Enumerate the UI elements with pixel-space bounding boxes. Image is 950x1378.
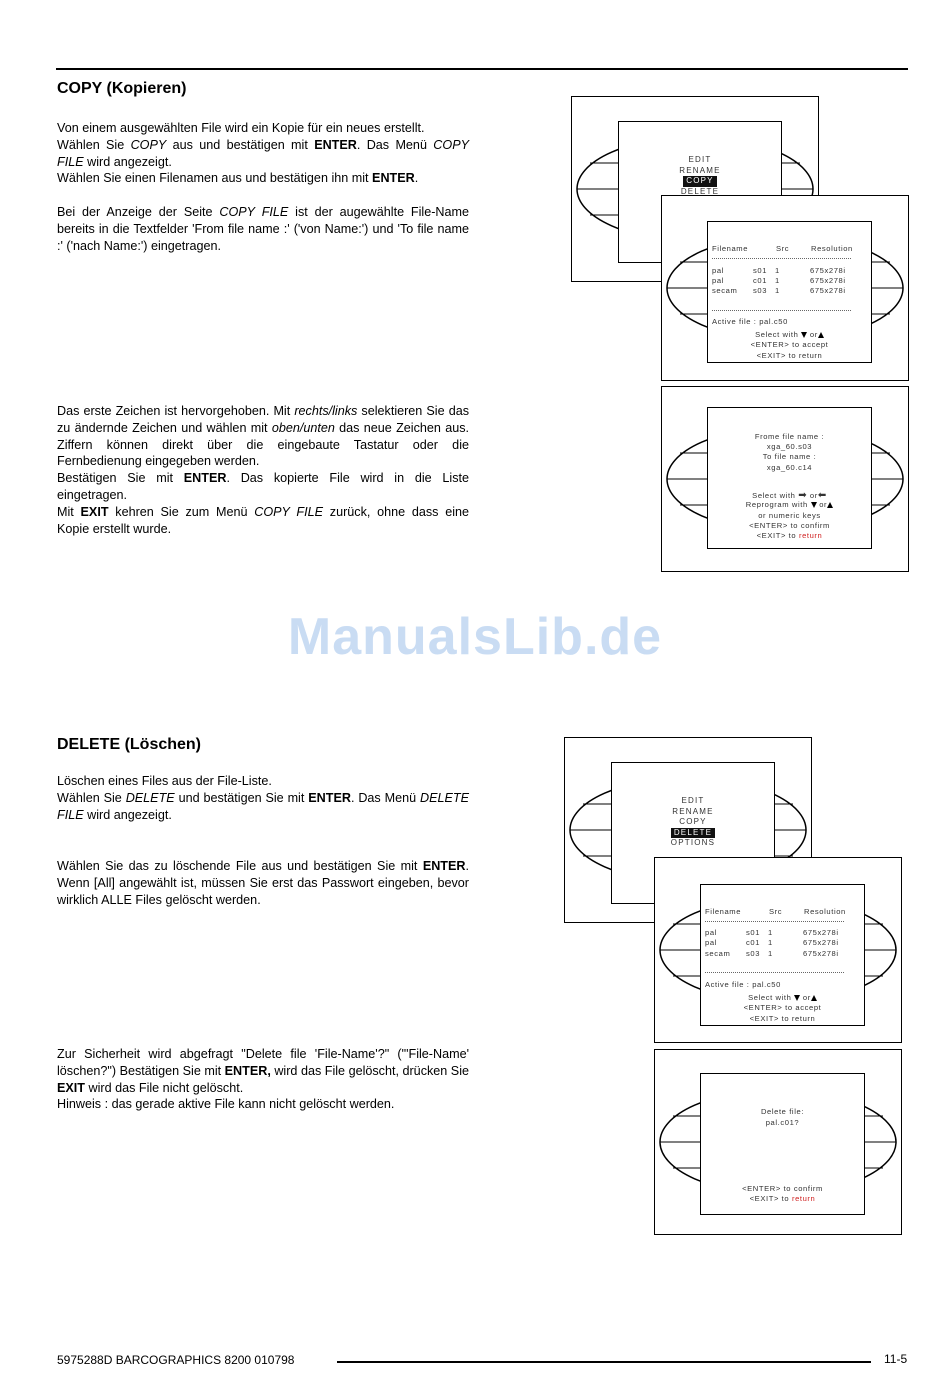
copy-section-title: COPY (Kopieren) (57, 80, 187, 97)
watermark: ManualsLib.de (287, 608, 663, 666)
reprogram-hint: Reprogram with or (708, 500, 871, 509)
copy-intro-paragraph (57, 120, 469, 187)
arrow-left-icon: ⬅ (817, 490, 827, 501)
copy-line-2: Wählen Sie COPY aus und bestätigen mit ENTER. Das Menü COPY FILE wird angezeigt. (57, 137, 469, 169)
active-file-label: Active file : pal.c50 (705, 980, 781, 989)
copy-file-paragraph: Bei der Anzeige der Seite COPY FILE ist der augewählte File-Name bereits in die Textfelder 'From file name :' ('von Name:') und 'To file name :' ('nach Name:') eingetragen. (57, 205, 470, 253)
delete-filelist-screen (654, 857, 902, 1043)
exit-hint: <EXIT> to return (756, 351, 823, 360)
delete-confirm-screen (654, 1049, 902, 1235)
delete-file-panel (700, 1073, 865, 1215)
menu-item-rename[interactable]: RENAME (672, 806, 714, 816)
arrow-up-icon (811, 995, 817, 1001)
enter-hint: <ENTER> to accept (743, 1003, 822, 1012)
active-file-label: Active file : pal.c50 (712, 317, 788, 326)
menu-item-rename[interactable]: RENAME (679, 165, 721, 175)
copy-edit-paragraph: Das erste Zeichen ist hervorgehoben. Mit rechts/links selektieren Sie das zu ändernde Zeichen und wählen mit oben/unten das neue Zeichen aus. Ziffern können direkt über die eingebaute Tastatur oder die Fernbedienung eingegeben werden. Bestätigen Sie mit ENTER. Das kopierte File wird in die Liste eingetragen. Mit EXIT kehren Sie zum Menü COPY FILE zurück, ohne dass eine Kopie erstellt wurde. (57, 404, 470, 536)
menu-item-copy[interactable]: COPY (679, 817, 707, 826)
select-hint: Select with or (701, 993, 864, 1002)
arrow-up-icon (827, 502, 833, 508)
copy-line-1: Von einem ausgewählten File wird ein Kopie für ein neues erstellt. (57, 121, 425, 135)
copy-filelist-screen (661, 195, 909, 381)
exit-hint: <EXIT> to return (756, 531, 823, 540)
to-file-input[interactable]: xga_60.c14 (766, 463, 813, 472)
top-rule (56, 68, 908, 70)
menu-item-options[interactable]: OPTIONS (670, 838, 716, 847)
to-file-label: To file name : (762, 452, 817, 461)
delete-intro-paragraph: Löschen eines Files aus der File-Liste. Wählen Sie DELETE und bestätigen Sie mit ENTER. Das Menü DELETE FILE wird angezeigt. (57, 774, 469, 822)
arrow-down-icon (811, 502, 817, 508)
select-hint: Select with or (708, 330, 871, 339)
arrow-up-icon (818, 332, 824, 338)
select-hint: Select with ➡ or⬅ (752, 490, 827, 501)
exit-hint: <EXIT> to return (749, 1014, 816, 1023)
menu-item-edit[interactable]: EDIT (681, 796, 705, 805)
arrow-down-icon (794, 995, 800, 1001)
copy-file-screen (661, 386, 909, 572)
menu-item-edit[interactable]: EDIT (688, 155, 712, 164)
enter-hint: <ENTER> to confirm (749, 521, 830, 530)
arrow-down-icon (801, 332, 807, 338)
delete-confirm-paragraph: Zur Sicherheit wird abgefragt "Delete file 'File-Name'?" ("'File-Name' löschen?") Bestätigen Sie mit ENTER, wird das File gelöscht, drücken Sie EXIT wird das File nicht gelöscht. Hinweis : das gerade aktive File kann nicht gelöscht werden. (57, 1047, 470, 1112)
delete-file-name: pal.c01? (765, 1118, 800, 1127)
exit-hint: <EXIT> to return (749, 1194, 816, 1203)
copy-file-panel (707, 407, 872, 549)
file-list-panel: Filename Src Resolution pal s01 1 675x278i pal c01 1 675x278i secam s03 1 675x278i Active file : pal.c50 Select with or <ENTER> to accept <EXIT> to return (707, 221, 872, 363)
delete-section-title: DELETE (Löschen) (57, 736, 202, 753)
page-number: 11-5 (884, 1352, 908, 1366)
enter-hint: <ENTER> to confirm (742, 1184, 823, 1193)
footer-rule (337, 1361, 871, 1363)
file-list-panel: Filename Src Resolution pal s01 1 675x278i pal c01 1 675x278i secam s03 1 675x278i Active file : pal.c50 Select with or <ENTER> to accept <EXIT> to return (700, 884, 865, 1026)
numeric-hint: or numeric keys (758, 511, 821, 520)
delete-select-paragraph: Wählen Sie das zu löschende File aus und bestätigen Sie mit ENTER. Wenn [All] angewählt ist, müssen Sie erst das Passwort eingeben, bevor wirklich ALLE Files gelöscht werden. (57, 859, 469, 907)
from-file-value: xga_60.s03 (766, 442, 813, 451)
menu-item-copy[interactable]: COPY (683, 176, 716, 187)
delete-file-label: Delete file: (760, 1107, 805, 1116)
footer-doc-id: 5975288D BARCOGRAPHICS 8200 010798 (57, 1353, 295, 1367)
arrow-right-icon: ➡ (798, 490, 808, 501)
copy-line-3: Wählen Sie einen Filenamen aus und bestätigen ihn mit ENTER. (57, 171, 419, 186)
enter-hint: <ENTER> to accept (750, 340, 829, 349)
menu-item-delete[interactable]: DELETE (680, 186, 720, 196)
menu-item-delete[interactable]: DELETE (671, 828, 715, 839)
from-file-label: Frome file name : (754, 432, 825, 441)
